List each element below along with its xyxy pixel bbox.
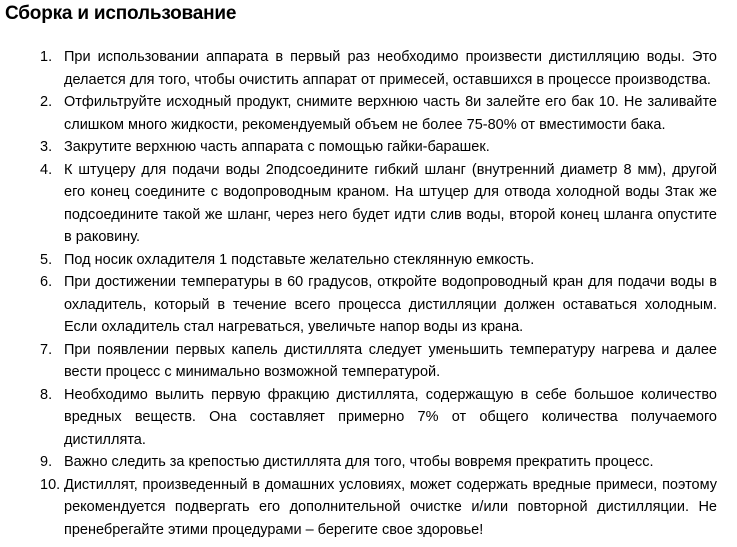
list-item xyxy=(0,271,737,339)
list-item-number: 6. xyxy=(40,274,53,290)
list-item xyxy=(0,46,737,91)
list-item-number: 8. xyxy=(40,386,53,403)
list-item-number: 10. xyxy=(40,476,61,493)
list-item xyxy=(0,339,737,384)
list-item-text: Дистиллят, произведенный в домашних условиях, может содержать вредные примеси, поэтому рекомендуется подвергать его дополнительной очистке и/или повторной дистилляции. Не пренебрегайте этими процедурами – берегите свое здоровье! xyxy=(64,476,717,538)
document-page xyxy=(0,2,737,547)
instructions-list xyxy=(0,46,737,541)
list-item-text: При использовании аппарата в первый раз необходимо произвести дистилляцию воды. Это делается для того, чтобы очистить аппарат от примесей, оставшихся в процессе производства. xyxy=(64,49,717,88)
list-item-text: К штуцеру для подачи воды 2подсоедините гибкий шланг (внутренний диаметр 8 мм), другой его конец соедините с водопроводным краном. На штуцер для отвода холодной воды 3так же подсоедините такой же шланг, через него будет идти слив воды, второй конец шланга опустите в раковину. xyxy=(64,161,717,245)
list-item-number: 7. xyxy=(40,341,53,358)
list-item-text: При появлении первых капель дистиллята следует уменьшить температуру нагрева и далее вести процесс с минимально возможной температурой. xyxy=(64,341,717,380)
list-item-text: Под носик охладителя 1 подставьте желательно стеклянную емкость. xyxy=(64,251,535,268)
list-item xyxy=(0,451,737,474)
list-item xyxy=(0,249,737,272)
list-item xyxy=(0,136,737,159)
list-item-number: 5. xyxy=(40,251,53,268)
list-item-text: Необходимо вылить первую фракцию дистиллята, содержащую в себе большое количество вредных веществ. Она составляет примерно 7% от общего количества получаемого дистиллята. xyxy=(64,386,717,448)
list-item-text: Закрутите верхнюю часть аппарата с помощью гайки-барашек. xyxy=(64,139,490,155)
list-item xyxy=(0,474,737,542)
list-item-number: 4. xyxy=(40,161,53,178)
list-item-text: Важно следить за крепостью дистиллята для того, чтобы вовремя прекратить процесс. xyxy=(64,454,654,470)
list-item-number: 3. xyxy=(40,139,53,155)
list-item xyxy=(0,91,737,136)
list-item xyxy=(0,384,737,452)
list-item-number: 2. xyxy=(40,94,53,110)
list-item-number: 9. xyxy=(40,454,53,470)
list-item-number: 1. xyxy=(40,49,53,65)
list-item xyxy=(0,159,737,249)
page-title: Сборка и использование xyxy=(5,3,237,24)
list-item-text: Отфильтруйте исходный продукт, снимите верхнюю часть 8и залейте его бак 10. Не заливайте слишком много жидкости, рекомендуемый объем не более 75-80% от вместимости бака. xyxy=(64,94,717,133)
list-item-text: При достижении температуры в 60 градусов, откройте водопроводный кран для подачи воды в охладитель, который в течение всего процесса дистилляции должен оставаться холодным. Если охладитель стал нагреваться, увеличьте напор воды из крана. xyxy=(64,274,717,335)
